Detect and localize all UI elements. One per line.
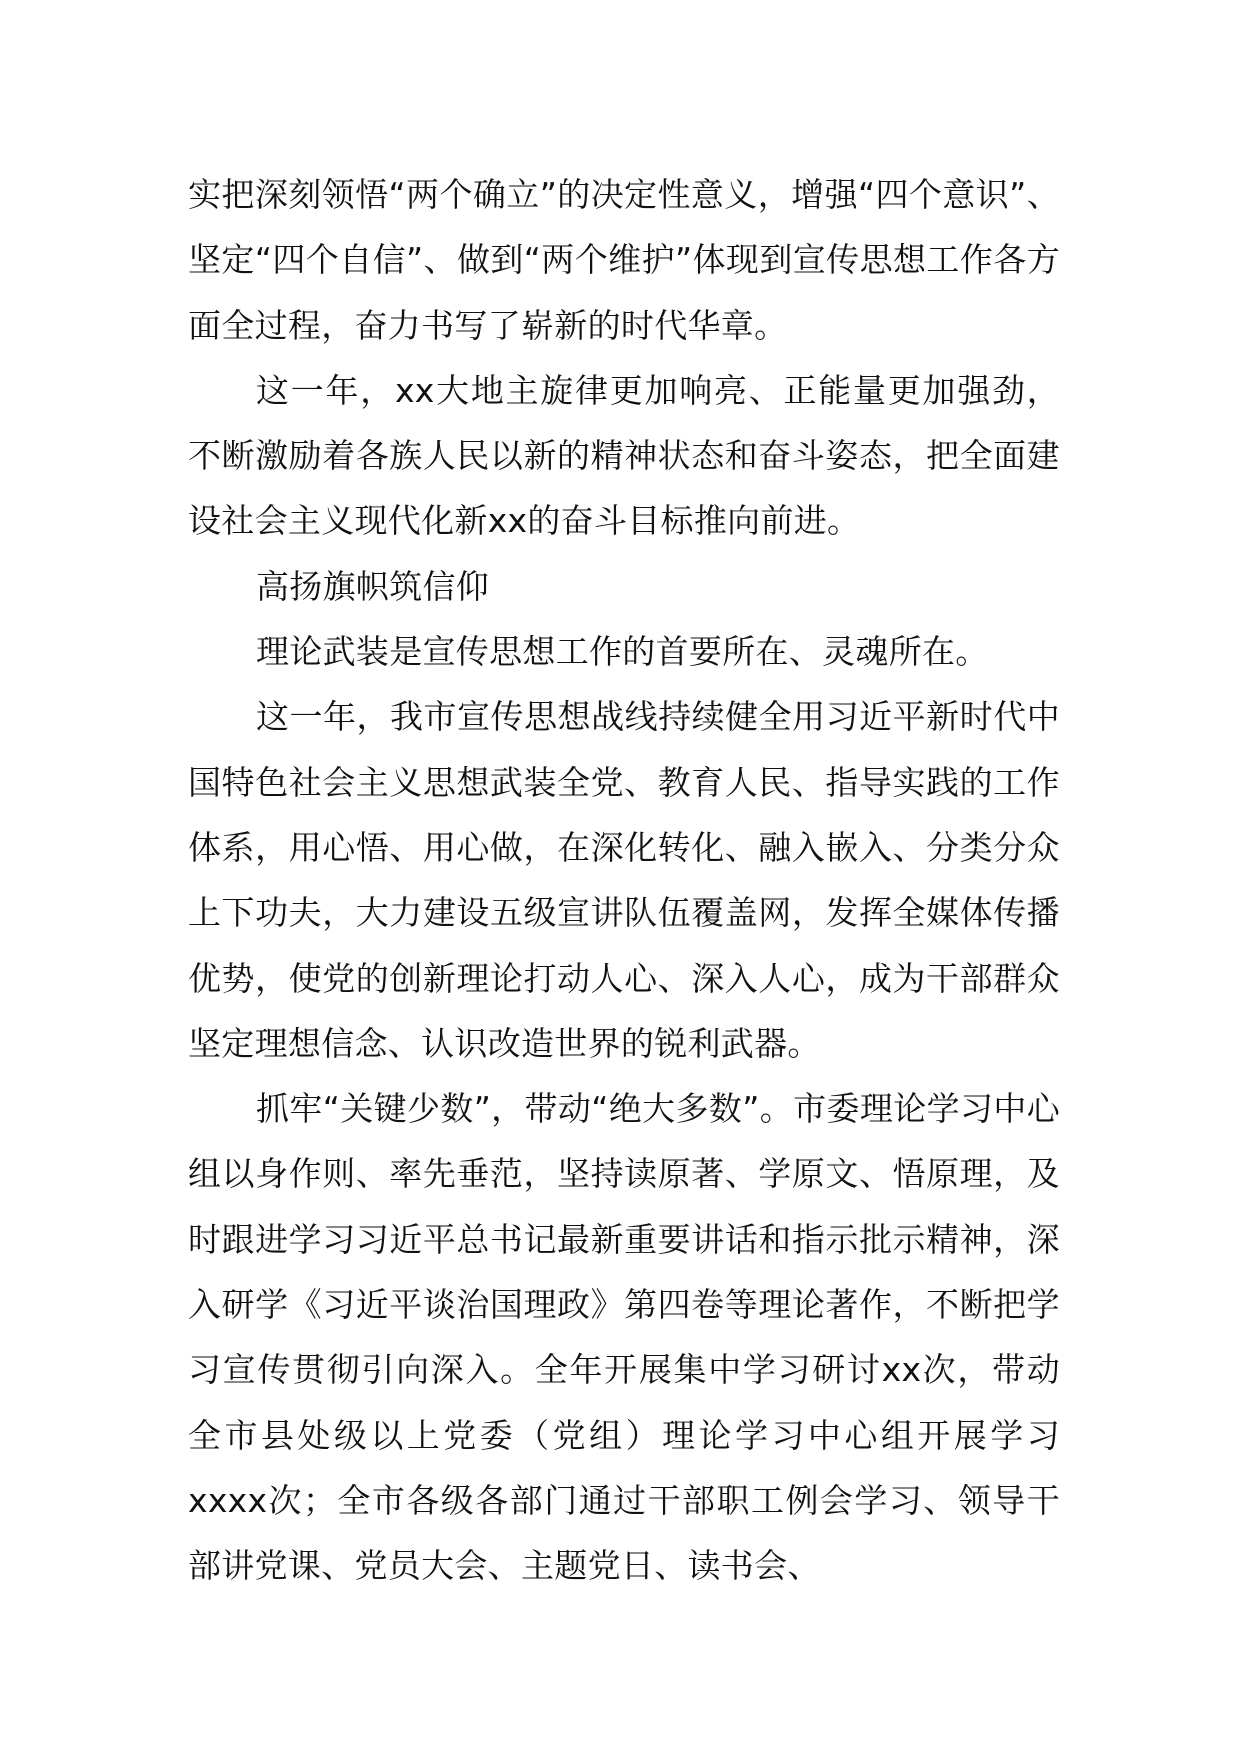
paragraph-4: 这一年，我市宣传思想战线持续健全用习近平新时代中国特色社会主义思想武装全党、教育人民、指导实践的工作体系，用心悟、用心做，在深化转化、融入嵌入、分类分众上下功夫，大力建设五级宣讲队伍覆盖网，发挥全媒体传播优势，使党的创新理论打动人心、深入人心，成为干部群众坚定理想信念、认识改造世界的锐利武器。 [188, 697, 1060, 1063]
paragraph-1: 实把深刻领悟“两个确立”的决定性意义，增强“四个意识”、坚定“四个自信”、做到“两个维护”体现到宣传思想工作各方面全过程，奋力书写了崭新的时代华章。 [188, 175, 1060, 345]
document-body [188, 162, 1060, 1599]
section-heading: 高扬旗帜筑信仰 [256, 566, 490, 606]
paragraph-5: 抓牢“关键少数”，带动“绝大多数”。市委理论学习中心组以身作则、率先垂范，坚持读原著、学原文、悟原理，及时跟进学习习近平总书记最新重要讲话和指示批示精神，深入研学《习近平谈治国理政》第四卷等理论著作，不断把学习宣传贯彻引向深入。全年开展集中学习研讨xx次，带动全市县处级以上党委（党组）理论学习中心组开展学习xxxx次；全市各级各部门通过干部职工例会学习、领导干部讲党课、党员大会、主题党日、读书会、 [188, 1089, 1060, 1586]
paragraph-3: 理论武装是宣传思想工作的首要所在、灵魂所在。 [256, 632, 989, 672]
paragraph-2: 这一年，xx大地主旋律更加响亮、正能量更加强劲，不断激励着各族人民以新的精神状态和奋斗姿态，把全面建设社会主义现代化新xx的奋斗目标推向前进。 [188, 370, 1060, 541]
